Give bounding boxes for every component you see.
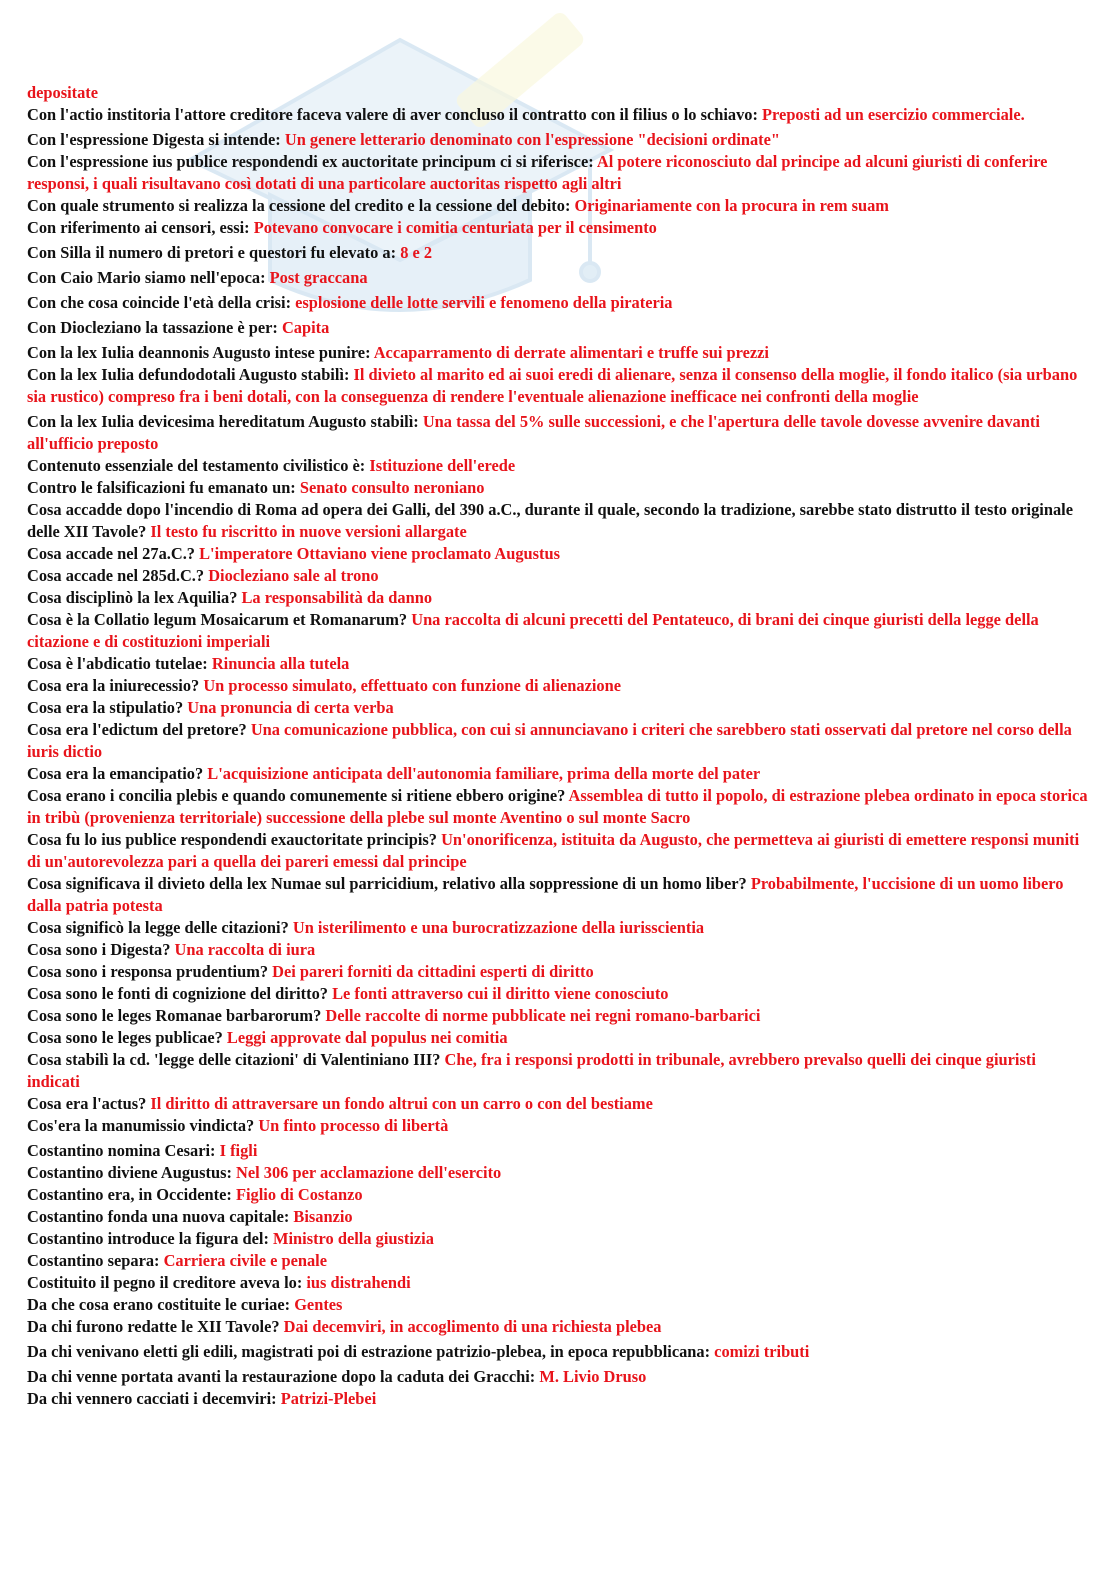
qa-entry	[27, 217, 1089, 239]
question-text: Da chi venivano eletti gli edili, magistrati poi di estrazione patrizio-plebea, in epoca repubblicana:	[27, 1342, 715, 1361]
question-text: Cosa era la emancipatio?	[27, 764, 208, 783]
qa-entry	[27, 411, 1089, 455]
question-text: Cosa accade nel 27a.C.?	[27, 544, 200, 563]
qa-entry	[27, 1027, 1089, 1049]
question-text: Con quale strumento si realizza la cessione del credito e la cessione del debito:	[27, 196, 575, 215]
answer-text: Il divieto al marito ed ai suoi eredi di alienare, senza il consenso della moglie, il fondo italico (sia urbano sia rustico) compreso fra i beni dotali, con la conseguenza di rendere l'eventuale alienazione inefficace nei confronti della moglie	[27, 365, 1078, 406]
answer-text: L'acquisizione anticipata dell'autonomia familiare, prima della morte del pater	[207, 764, 761, 783]
question-text: Con l'actio institoria l'attore creditore faceva valere di aver concluso il contratto con il filius o lo schiavo:	[27, 105, 763, 124]
question-text: Cosa sono i Digesta?	[27, 940, 175, 959]
question-text: Cosa sono le leges Romanae barbarorum?	[27, 1006, 326, 1025]
qa-entry	[27, 195, 1089, 217]
qa-entry	[27, 543, 1089, 565]
answer-text: Ministro della giustizia	[273, 1229, 434, 1248]
answer-text: Figlio di Costanzo	[235, 1185, 363, 1204]
qa-entry	[27, 267, 1089, 289]
question-text: Cosa era la stipulatio?	[27, 698, 188, 717]
question-text: Costantino separa:	[27, 1251, 164, 1270]
qa-entry	[27, 82, 1089, 104]
question-text: Cosa disciplinò la lex Aquilia?	[27, 588, 242, 607]
answer-text: Leggi approvate dal populus nei comitia	[226, 1028, 508, 1047]
answer-text: Diocleziano sale al trono	[208, 566, 379, 585]
qa-entry	[27, 317, 1089, 339]
answer-text: Il diritto di attraversare un fondo altrui con un carro o con del bestiame	[150, 1094, 653, 1113]
question-text: Con l'espressione ius publice respondendi ex auctoritate principum ci si riferisce:	[27, 152, 597, 171]
question-text: Da chi vennero cacciati i decemviri:	[27, 1389, 281, 1408]
answer-text: Un finto processo di libertà	[258, 1116, 449, 1135]
question-text: Costantino fonda una nuova capitale:	[27, 1207, 294, 1226]
qa-entry	[27, 939, 1089, 961]
answer-text: Nel 306 per acclamazione dell'esercito	[236, 1163, 502, 1182]
qa-entry	[27, 1162, 1089, 1184]
question-text: Con la lex Iulia devicesima hereditatum Augusto stabilì:	[27, 412, 423, 431]
question-text: Cosa significava il divieto della lex Numae sul parricidium, relativo alla soppressione di un homo liber?	[27, 874, 751, 893]
answer-text: Dai decemviri, in accoglimento di una richiesta plebea	[283, 1317, 662, 1336]
answer-text: Accaparramento di derrate alimentari e truffe sui prezzi	[373, 343, 769, 362]
answer-text: Patrizi-Plebei	[280, 1389, 377, 1408]
answer-text: L'imperatore Ottaviano viene proclamato Augustus	[199, 544, 560, 563]
qa-entry	[27, 499, 1089, 543]
qa-entry	[27, 697, 1089, 719]
qa-entry	[27, 653, 1089, 675]
question-text: Costantino era, in Occidente:	[27, 1185, 236, 1204]
qa-entry	[27, 1316, 1089, 1338]
answer-text: ius distrahendi	[306, 1273, 411, 1292]
answer-text: Bisanzio	[293, 1207, 353, 1226]
answer-text: depositate	[27, 83, 99, 102]
question-text: Costantino nomina Cesari:	[27, 1141, 220, 1160]
answer-text: Le fonti attraverso cui il diritto viene conosciuto	[332, 984, 669, 1003]
answer-text: Una comunicazione pubblica, con cui si annunciavano i criteri che sarebbero stati osservati dal pretore nel corso della iuris dictio	[27, 720, 1072, 761]
qa-entry	[27, 129, 1089, 151]
question-text: Cosa accadde dopo l'incendio di Roma ad opera dei Galli, del 390 a.C., durante il quale, secondo la tradizione, sarebbe stato distrutto il testo originale delle XII Tavole?	[27, 500, 1073, 541]
question-text: Con riferimento ai censori, essi:	[27, 218, 254, 237]
question-text: Da che cosa erano costituite le curiae:	[27, 1295, 295, 1314]
qa-entry	[27, 1206, 1089, 1228]
answer-text: Preposti ad un esercizio commerciale.	[762, 105, 1025, 124]
qa-entry	[27, 1366, 1089, 1388]
answer-text: Probabilmente, l'uccisione di un uomo libero dalla patria potesta	[27, 874, 1064, 915]
qa-entry	[27, 342, 1089, 364]
qa-entry	[27, 1115, 1089, 1137]
question-text: Con la lex Iulia defundodotali Augusto stabilì:	[27, 365, 354, 384]
qa-entry	[27, 785, 1089, 829]
answer-text: Post graccana	[269, 268, 368, 287]
answer-text: La responsabilità da danno	[241, 588, 433, 607]
question-text: Con che cosa coincide l'età della crisi:	[27, 293, 296, 312]
answer-text: Senato consulto neroniano	[299, 478, 485, 497]
qa-entry	[27, 609, 1089, 653]
qa-entry	[27, 1049, 1089, 1093]
answer-text: Delle raccolte di norme pubblicate nei regni romano-barbarici	[325, 1006, 761, 1025]
question-text: Cosa era la iniurecessio?	[27, 676, 204, 695]
question-text: Da chi venne portata avanti la restaurazione dopo la caduta dei Gracchi:	[27, 1367, 540, 1386]
qa-entry	[27, 455, 1089, 477]
qa-entry	[27, 587, 1089, 609]
question-text: Cosa sono i responsa prudentium?	[27, 962, 273, 981]
qa-entry	[27, 917, 1089, 939]
question-text: Cosa stabilì la cd. 'legge delle citazioni' di Valentiniano III?	[27, 1050, 445, 1069]
qa-entry	[27, 719, 1089, 763]
answer-text: Un isterilimento e una burocratizzazione della iurisscientia	[292, 918, 705, 937]
answer-text: Assemblea di tutto il popolo, di estrazione plebea ordinato in epoca storica in tribù (provenienza territoriale) successione della plebe sul monte Aventino o sul monte Sacro	[27, 786, 1088, 827]
answer-text: esplosione delle lotte servili e fenomeno della pirateria	[295, 293, 673, 312]
qa-entry	[27, 477, 1089, 499]
answer-text: 8 e 2	[400, 243, 433, 262]
answer-text: Potevano convocare i comitia centuriata per il censimento	[253, 218, 657, 237]
answer-text: Una tassa del 5% sulle successioni, e che l'apertura delle tavole dovesse avvenire davanti all'ufficio preposto	[27, 412, 1040, 453]
question-text: Cosa fu lo ius publice respondendi exauctoritate principis?	[27, 830, 442, 849]
question-text: Cos'era la manumissio vindicta?	[27, 1116, 259, 1135]
question-text: Con l'espressione Digesta si intende:	[27, 130, 285, 149]
question-text: Con Silla il numero di pretori e questori fu elevato a:	[27, 243, 401, 262]
qa-entry	[27, 242, 1089, 264]
qa-entry	[27, 873, 1089, 917]
question-text: Cosa sono le leges publicae?	[27, 1028, 227, 1047]
qa-entry	[27, 1184, 1089, 1206]
qa-entry	[27, 1388, 1089, 1410]
question-text: Cosa erano i concilia plebis e quando comunemente si ritiene ebbero origine?	[27, 786, 569, 805]
qa-entry	[27, 1093, 1089, 1115]
qa-entry	[27, 364, 1089, 408]
qa-entry	[27, 565, 1089, 587]
question-text: Costituito il pegno il creditore aveva lo:	[27, 1273, 307, 1292]
answer-text: Istituzione dell'erede	[369, 456, 516, 475]
answer-text: Originariamente con la procura in rem suam	[574, 196, 889, 215]
answer-text: Che, fra i responsi prodotti in tribunale, avrebbero prevalso quelli dei cinque giuristi indicati	[27, 1050, 1036, 1091]
qa-entry	[27, 292, 1089, 314]
answer-text: Una pronuncia di certa verba	[187, 698, 394, 717]
qa-entry	[27, 1341, 1089, 1363]
question-text: Cosa significò la legge delle citazioni?	[27, 918, 293, 937]
answer-text: Al potere riconosciuto dal principe ad alcuni giuristi di conferire responsi, i quali risultavano così dotati di una particolare auctoritas rispetto agli altri	[27, 152, 1048, 193]
question-text: Cosa è la Collatio legum Mosaicarum et Romanarum?	[27, 610, 412, 629]
answer-text: Capita	[281, 318, 330, 337]
qa-entry	[27, 763, 1089, 785]
answer-text: comizi tributi	[714, 1342, 810, 1361]
question-text: Contro le falsificazioni fu emanato un:	[27, 478, 300, 497]
qa-entry	[27, 983, 1089, 1005]
answer-text: Un processo simulato, effettuato con funzione di alienazione	[203, 676, 621, 695]
question-text: Con la lex Iulia deannonis Augusto intese punire:	[27, 343, 374, 362]
question-text: Cosa sono le fonti di cognizione del diritto?	[27, 984, 333, 1003]
question-text: Contenuto essenziale del testamento civilistico è:	[27, 456, 370, 475]
answer-text: Una raccolta di iura	[174, 940, 316, 959]
question-text: Costantino introduce la figura del:	[27, 1229, 274, 1248]
qa-entry	[27, 1228, 1089, 1250]
qa-entry	[27, 151, 1089, 195]
question-text: Con Caio Mario siamo nell'epoca:	[27, 268, 270, 287]
question-text: Cosa è l'abdicatio tutelae:	[27, 654, 212, 673]
answer-text: Gentes	[294, 1295, 343, 1314]
answer-text: Dei pareri forniti da cittadini esperti di diritto	[272, 962, 594, 981]
qa-entry	[27, 829, 1089, 873]
question-text: Cosa accade nel 285d.C.?	[27, 566, 209, 585]
answer-text: Un'onorificenza, istituita da Augusto, che permetteva ai giuristi di emettere responsi muniti di un'autorevolezza pari a quella dei pareri emessi dal principe	[27, 830, 1080, 871]
question-text: Cosa era l'actus?	[27, 1094, 151, 1113]
answer-text: Un genere letterario denominato con l'espressione "decisioni ordinate"	[284, 130, 781, 149]
qa-entry	[27, 1140, 1089, 1162]
qa-entry	[27, 961, 1089, 983]
question-text: Costantino diviene Augustus:	[27, 1163, 237, 1182]
qa-entry	[27, 104, 1089, 126]
qa-list	[27, 82, 1089, 1410]
qa-entry	[27, 1005, 1089, 1027]
answer-text: M. Livio Druso	[539, 1367, 647, 1386]
answer-text: Una raccolta di alcuni precetti del Pentateuco, di brani dei cinque giuristi della legge della citazione e di costituzioni imperiali	[27, 610, 1039, 651]
qa-entry	[27, 1250, 1089, 1272]
answer-text: Il testo fu riscritto in nuove versioni allargate	[150, 522, 467, 541]
question-text: Cosa era l'edictum del pretore?	[27, 720, 251, 739]
question-text: Da chi furono redatte le XII Tavole?	[27, 1317, 284, 1336]
question-text: Con Diocleziano la tassazione è per:	[27, 318, 282, 337]
answer-text: Rinuncia alla tutela	[211, 654, 350, 673]
answer-text: I figli	[219, 1141, 258, 1160]
answer-text: Carriera civile e penale	[163, 1251, 327, 1270]
qa-entry	[27, 1294, 1089, 1316]
qa-entry	[27, 1272, 1089, 1294]
qa-entry	[27, 675, 1089, 697]
